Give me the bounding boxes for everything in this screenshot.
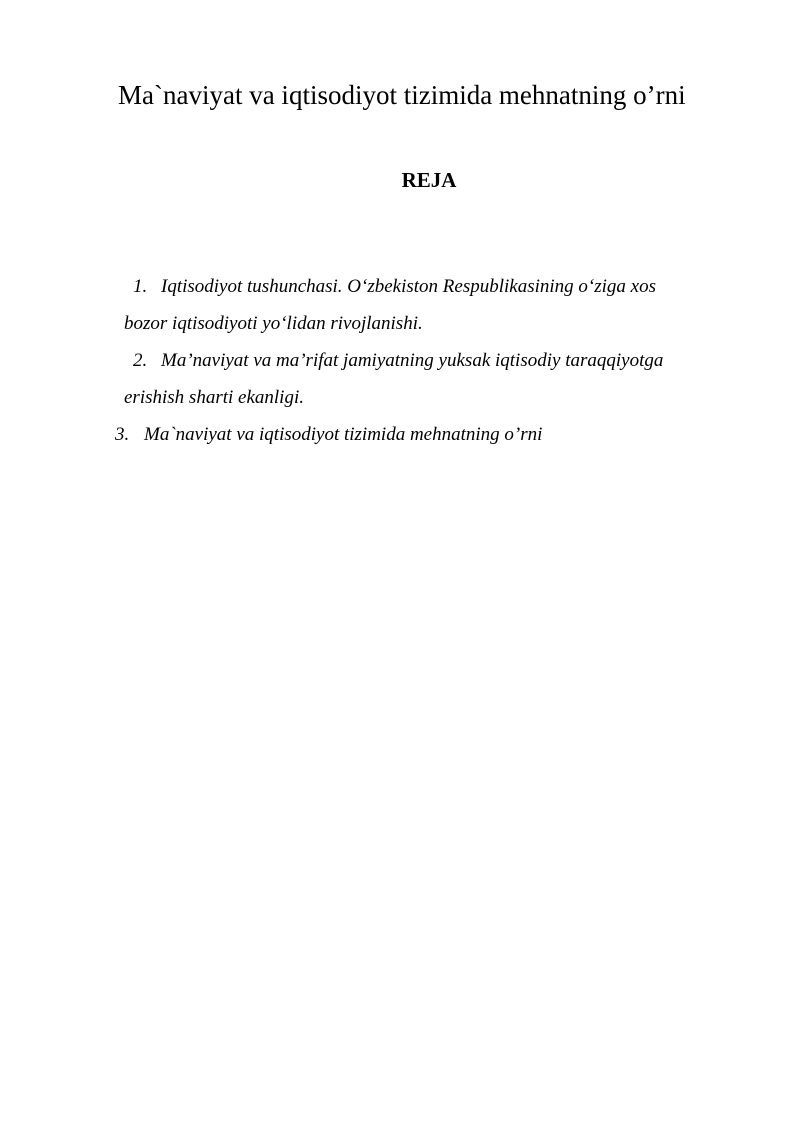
plan-item-2-text: Ma’naviyat va ma’rifat jamiyatning yuksak iqtisodiy taraqqiyotga — [161, 350, 664, 371]
plan-item-2-number: 2. — [133, 350, 148, 371]
plan-item-3-text: Ma`naviyat va iqtisodiyot tizimida mehnatning o’rni — [144, 424, 543, 445]
plan-item-1-continuation: bozor iqtisodiyoti yo‘lidan rivojlanishi. — [124, 313, 423, 334]
plan-item-3-number: 3. — [115, 424, 130, 445]
plan-item-1-number: 1. — [133, 276, 148, 297]
plan-item-3-line-1 — [115, 416, 542, 453]
plan-item-2-continuation: erishish sharti ekanligi. — [124, 387, 304, 408]
plan-item-1-line-1 — [133, 268, 656, 305]
plan-item-1-text: Iqtisodiyot tushunchasi. O‘zbekiston Respublikasining o‘ziga xos — [161, 276, 657, 297]
plan-item-2-line-2 — [124, 379, 304, 416]
document-title: Ma`naviyat va iqtisodiyot tizimida mehnatning o’rni — [118, 80, 686, 110]
plan-item-2-line-1 — [133, 342, 663, 379]
plan-heading: REJA — [401, 168, 457, 192]
plan-item-1-line-2 — [124, 305, 423, 342]
